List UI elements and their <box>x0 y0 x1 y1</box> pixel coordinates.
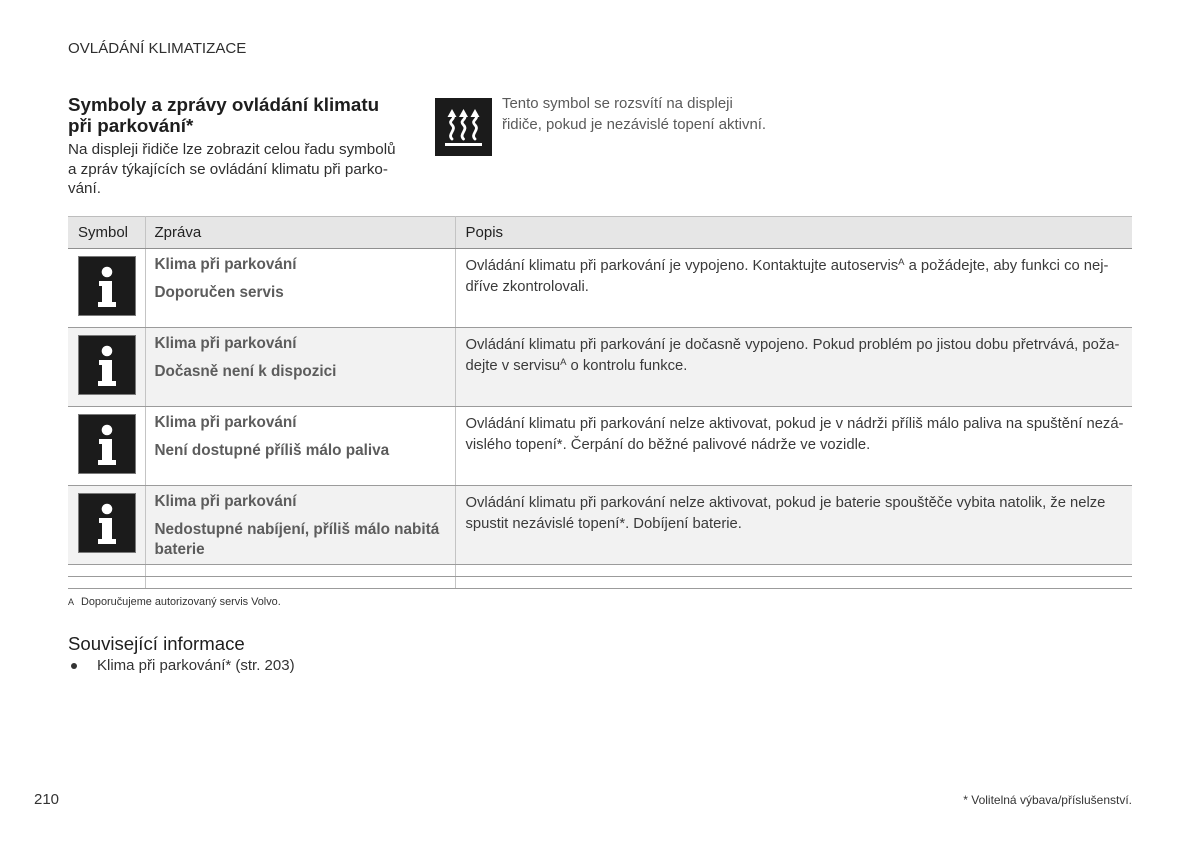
section-title: Symboly a zprávy ovládání klimatu při parkování* <box>68 94 380 136</box>
message-text: Dočasně není k dispozici <box>154 363 337 380</box>
related-info-text: Klima při parkování* (str. 203) <box>97 657 295 674</box>
description-text: o kontrolu funkce. <box>566 358 688 374</box>
description-line <box>466 256 1129 277</box>
table-header-row <box>68 217 1132 249</box>
symbol-cell <box>68 249 145 328</box>
symbol-note <box>502 94 766 135</box>
symbol-cell <box>68 328 145 407</box>
description-cell <box>455 328 1132 407</box>
message-text: Doporučen servis <box>154 284 284 301</box>
message-title: Klima při parkování <box>154 493 297 510</box>
messages-table <box>68 216 1132 589</box>
empty-cell <box>455 565 1132 577</box>
description-text: a požádejte, aby funkci co nej- <box>904 258 1109 274</box>
table-empty-row <box>68 565 1132 577</box>
empty-cell <box>455 577 1132 589</box>
description-text: Ovládání klimatu při parkování je dočasně vypojeno. Pokud problém po jistou dobu přetrvává, poža- <box>465 337 1120 353</box>
symbol-cell <box>68 486 145 565</box>
footnote-text: Doporučujeme autorizovaný servis Volvo. <box>81 596 281 608</box>
description-line <box>466 493 1129 514</box>
symbol-cell <box>68 407 145 486</box>
message-title: Klima při parkování <box>154 256 297 273</box>
page-number: 210 <box>34 791 60 808</box>
intro-line: vání. <box>68 180 101 197</box>
description-text: vislého topení*. Čerpání do běžné palivové nádrže ve vozidle. <box>465 437 871 453</box>
footnote-reference: A <box>560 357 567 368</box>
empty-cell <box>68 565 145 577</box>
description-cell <box>455 249 1132 328</box>
table-row <box>68 249 1132 328</box>
description-text: Ovládání klimatu při parkování nelze aktivovat, pokud je v nádrži příliš málo paliva na spuštění nezá- <box>465 416 1124 432</box>
related-info-heading: Související informace <box>68 633 245 654</box>
description-line <box>466 356 1129 377</box>
footnote-marker: A <box>68 597 75 607</box>
message-title: Klima při parkování <box>154 335 297 352</box>
empty-cell <box>145 565 455 577</box>
description-line <box>466 335 1129 356</box>
message-text: Nedostupné nabíjení, příliš málo nabitá baterie <box>154 521 440 558</box>
message-cell <box>145 249 455 328</box>
table-footnote <box>68 594 281 609</box>
info-icon <box>78 414 136 474</box>
table-row <box>68 328 1132 407</box>
intro-line: Na displeji řidiče lze zobrazit celou řadu symbolů <box>68 141 396 158</box>
description-cell <box>455 407 1132 486</box>
intro-paragraph <box>68 140 396 199</box>
table-row <box>68 407 1132 486</box>
info-icon <box>78 493 136 553</box>
description-text: Ovládání klimatu při parkování je vypojeno. Kontaktujte autoservis <box>465 258 899 274</box>
description-text: spustit nezávislé topení*. Dobíjení baterie. <box>465 516 742 532</box>
description-line <box>466 414 1129 435</box>
parking-heater-icon <box>435 98 492 156</box>
message-text: Není dostupné příliš málo paliva <box>154 442 390 459</box>
column-header-message: Zpráva <box>145 217 455 249</box>
bullet-icon <box>71 663 77 669</box>
empty-cell <box>68 577 145 589</box>
description-cell <box>455 486 1132 565</box>
optional-equipment-note: * Volitelná výbava/příslušenství. <box>963 793 1132 807</box>
description-text: dříve zkontrolovali. <box>465 279 589 295</box>
chapter-header: OVLÁDÁNÍ KLIMATIZACE <box>68 40 247 57</box>
description-line <box>466 277 1129 298</box>
related-info-item <box>68 656 468 675</box>
description-text: dejte v servisu <box>465 358 561 374</box>
message-cell <box>145 486 455 565</box>
message-cell <box>145 407 455 486</box>
column-header-description: Popis <box>455 217 1132 249</box>
message-cell <box>145 328 455 407</box>
info-icon <box>78 256 136 316</box>
description-line <box>466 435 1129 456</box>
message-title: Klima při parkování <box>154 414 297 431</box>
column-header-symbol: Symbol <box>68 217 145 249</box>
footnote-reference: A <box>898 257 905 268</box>
intro-line: a zpráv týkajících se ovládání klimatu při parko- <box>68 160 388 178</box>
table-empty-row <box>68 577 1132 589</box>
symbol-note-line: Tento symbol se rozsvítí na displeji <box>502 95 733 112</box>
table-row <box>68 486 1132 565</box>
empty-cell <box>145 577 455 589</box>
info-icon <box>78 335 136 395</box>
symbol-note-line: řidiče, pokud je nezávislé topení aktivní. <box>502 115 767 133</box>
description-text: Ovládání klimatu při parkování nelze aktivovat, pokud je baterie spouštěče vybita natolik, že nelze <box>465 495 1106 511</box>
description-line <box>466 514 1129 535</box>
